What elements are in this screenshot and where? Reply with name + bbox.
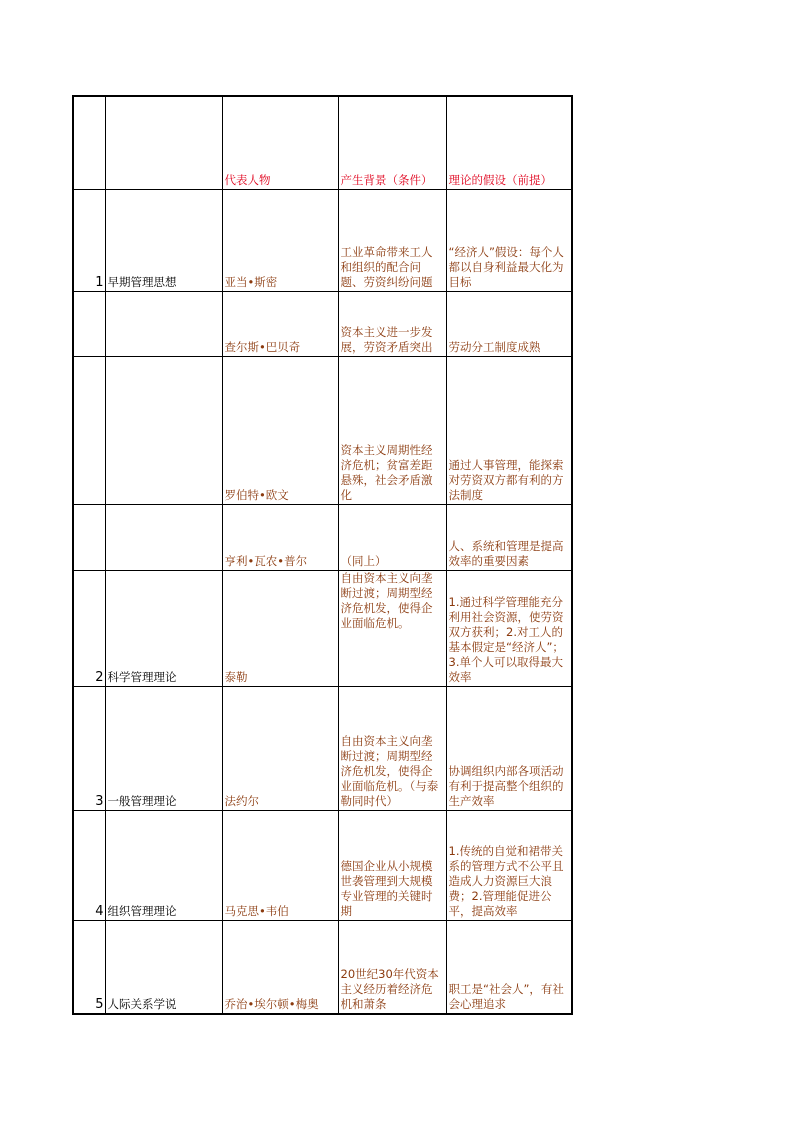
row-num-cell[interactable]	[73, 356, 105, 504]
row-num-cell[interactable]: 2	[73, 570, 105, 686]
background-cell[interactable]: 资本主义周期性经济危机；贫富差距悬殊，社会矛盾激化	[338, 356, 446, 504]
background-cell[interactable]: 资本主义进一步发展，劳资矛盾突出	[338, 291, 446, 356]
background-cell[interactable]: 工业革命带来工人和组织的配合问题、劳资纠纷问题	[338, 189, 446, 291]
header-num-cell[interactable]	[73, 96, 105, 189]
theory-name-cell[interactable]	[105, 504, 222, 570]
person-cell[interactable]: 法约尔	[222, 686, 338, 810]
row-num-cell[interactable]	[73, 504, 105, 570]
assumption-cell[interactable]: 劳动分工制度成熟	[446, 291, 572, 356]
theory-name-cell[interactable]	[105, 356, 222, 504]
row-num-cell[interactable]: 5	[73, 920, 105, 1014]
row-num-cell[interactable]: 1	[73, 189, 105, 291]
theory-table	[72, 95, 573, 1015]
row-num-cell[interactable]	[73, 291, 105, 356]
assumption-cell[interactable]: “经济人”假设：每个人都以自身利益最大化为目标	[446, 189, 572, 291]
theory-name-cell[interactable]: 科学管理理论	[105, 570, 222, 686]
header-person-cell[interactable]: 代表人物	[222, 96, 338, 189]
theory-name-cell[interactable]	[105, 291, 222, 356]
background-cell[interactable]: 自由资本主义向垄断过渡；周期型经济危机发，使得企业面临危机。（与泰勒同时代）	[338, 686, 446, 810]
background-cell[interactable]: 德国企业从小规模世袭管理到大规模专业管理的关键时期	[338, 810, 446, 920]
header-row	[73, 96, 572, 189]
header-assumption-cell[interactable]: 理论的假设（前提）	[446, 96, 572, 189]
table-row	[73, 291, 572, 356]
theory-name-cell[interactable]: 组织管理理论	[105, 810, 222, 920]
person-cell[interactable]: 马克思•韦伯	[222, 810, 338, 920]
table-row	[73, 570, 572, 686]
assumption-cell[interactable]: 1.通过科学管理能充分利用社会资源，使劳资双方获利；2.对工人的基本假定是“经济人”；3.单个人可以取得最大效率	[446, 570, 572, 686]
table-row	[73, 189, 572, 291]
assumption-cell[interactable]: 协调组织内部各项活动有利于提高整个组织的生产效率	[446, 686, 572, 810]
theory-name-cell[interactable]: 早期管理思想	[105, 189, 222, 291]
assumption-cell[interactable]: 通过人事管理，能探索对劳资双方都有利的方法制度	[446, 356, 572, 504]
table-row	[73, 920, 572, 1014]
table-row	[73, 810, 572, 920]
person-cell[interactable]: 亚当•斯密	[222, 189, 338, 291]
person-cell[interactable]: 泰勒	[222, 570, 338, 686]
background-cell[interactable]: 20世纪30年代资本主义经历着经济危机和萧条	[338, 920, 446, 1014]
assumption-cell[interactable]: 职工是“社会人”，有社会心理追求	[446, 920, 572, 1014]
person-cell[interactable]: 罗伯特•欧文	[222, 356, 338, 504]
background-cell[interactable]: （同上）	[338, 504, 446, 570]
background-cell[interactable]: 自由资本主义向垄断过渡；周期型经济危机发，使得企业面临危机。	[338, 570, 446, 686]
assumption-cell[interactable]: 1.传统的自觉和裙带关系的管理方式不公平且造成人力资源巨大浪费；2.管理能促进公平，提高效率	[446, 810, 572, 920]
person-cell[interactable]: 亨利•瓦农•普尔	[222, 504, 338, 570]
header-background-cell[interactable]: 产生背景（条件）	[338, 96, 446, 189]
table-row	[73, 504, 572, 570]
person-cell[interactable]: 查尔斯•巴贝奇	[222, 291, 338, 356]
header-name-cell[interactable]	[105, 96, 222, 189]
theory-name-cell[interactable]: 人际关系学说	[105, 920, 222, 1014]
row-num-cell[interactable]: 3	[73, 686, 105, 810]
row-num-cell[interactable]: 4	[73, 810, 105, 920]
table-row	[73, 686, 572, 810]
table-row	[73, 356, 572, 504]
theory-name-cell[interactable]: 一般管理理论	[105, 686, 222, 810]
person-cell[interactable]: 乔治•埃尔顿•梅奥	[222, 920, 338, 1014]
assumption-cell[interactable]: 人、系统和管理是提高效率的重要因素	[446, 504, 572, 570]
